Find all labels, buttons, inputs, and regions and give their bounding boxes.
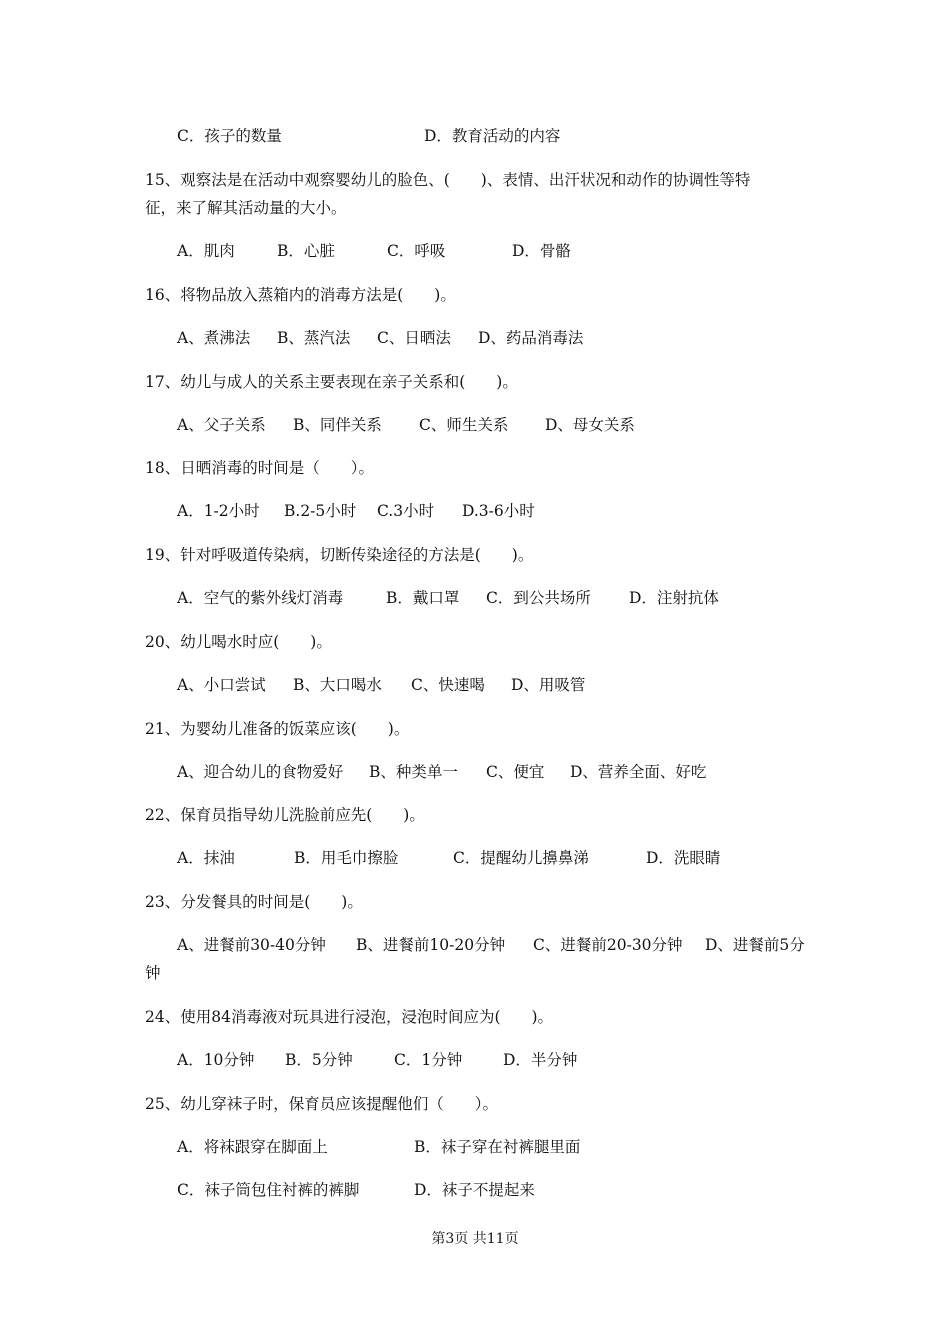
question-19-stem: 19、针对呼吸道传染病，切断传染途径的方法是( )。: [145, 546, 534, 564]
option-b: B、蒸汽法: [277, 329, 351, 347]
option-c: C.3小时: [377, 502, 435, 520]
option-b: B、大口喝水: [293, 676, 382, 694]
option-a: A．10分钟: [177, 1051, 255, 1069]
option-d: D．洗眼睛: [646, 849, 721, 867]
option-a: A．空气的紫外线灯消毒: [177, 589, 344, 607]
question-15-stem-line1: 15、观察法是在活动中观察婴幼儿的脸色、( )、表情、出汗状况和动作的协调性等特: [145, 171, 751, 189]
question-24-stem: 24、使用84消毒液对玩具进行浸泡，浸泡时间应为( )。: [145, 1008, 554, 1026]
option-d: D、进餐前5分: [705, 936, 805, 954]
option-d: D．半分钟: [503, 1051, 578, 1069]
option-a: A、煮沸法: [177, 329, 251, 347]
question-25-stem: 25、幼儿穿袜子时，保育员应该提醒他们（ ）。: [145, 1095, 498, 1113]
option-b: B、种类单一: [369, 763, 458, 781]
question-23-stem: 23、分发餐具的时间是( )。: [145, 893, 363, 911]
option-c: C、便宜: [486, 763, 545, 781]
option-d: D．袜子不提起来: [414, 1181, 535, 1199]
option-d: D．教育活动的内容: [424, 127, 561, 145]
question-23-options: [0, 935, 950, 1055]
option-c: C、进餐前20-30分钟: [533, 936, 683, 954]
option-c: C．到公共场所: [486, 589, 591, 607]
question-15-stem-line2: 征，来了解其活动量的大小。: [145, 199, 347, 217]
option-d: D．骨骼: [512, 242, 571, 260]
option-d: D、母女关系: [545, 416, 635, 434]
option-b: B、进餐前10-20分钟: [356, 936, 506, 954]
option-c: C、快速喝: [411, 676, 485, 694]
option-c: C、师生关系: [419, 416, 509, 434]
option-a: A．肌肉: [177, 242, 235, 260]
option-a: A、小口尝试: [177, 676, 266, 694]
option-d: D.3-6小时: [462, 502, 535, 520]
option-b: B．戴口罩: [386, 589, 460, 607]
question-20-stem: 20、幼儿喝水时应( )。: [145, 633, 332, 651]
option-b: B．5分钟: [285, 1051, 353, 1069]
option-d: D、营养全面、好吃: [570, 763, 707, 781]
option-c: C．提醒幼儿擤鼻涕: [453, 849, 589, 867]
option-c: C．1分钟: [394, 1051, 463, 1069]
option-b: B．袜子穿在衬裤腿里面: [414, 1138, 581, 1156]
page-footer: 第3页 共11页: [431, 1231, 519, 1247]
option-a: A、进餐前30-40分钟: [177, 936, 326, 954]
option-a: A、迎合幼儿的食物爱好: [177, 763, 344, 781]
question-16-stem: 16、将物品放入蒸箱内的消毒方法是( )。: [145, 286, 456, 304]
option-d: D．注射抗体: [629, 589, 719, 607]
option-b: B．心脏: [277, 242, 335, 260]
option-b: B.2-5小时: [284, 502, 357, 520]
option-c: C．呼吸: [387, 242, 446, 260]
question-25-options-row2: [0, 1180, 950, 1260]
question-23-options-continued: 钟: [145, 964, 161, 982]
option-a: A．将袜跟穿在脚面上: [177, 1138, 328, 1156]
option-d: D、药品消毒法: [478, 329, 584, 347]
option-a: A．抹油: [177, 849, 235, 867]
option-c: C．孩子的数量: [177, 127, 282, 145]
option-d: D、用吸管: [511, 676, 586, 694]
question-21-stem: 21、为婴幼儿准备的饭菜应该( )。: [145, 720, 410, 738]
option-row: [0, 126, 950, 206]
question-22-stem: 22、保育员指导幼儿洗脸前应先( )。: [145, 806, 425, 824]
option-c: C、日晒法: [377, 329, 451, 347]
question-18-stem: 18、日晒消毒的时间是（ ）。: [145, 459, 374, 477]
option-b: B．用毛巾擦脸: [294, 849, 399, 867]
option-b: B、同伴关系: [293, 416, 382, 434]
option-c: C．袜子筒包住衬裤的裤脚: [177, 1181, 360, 1199]
option-a: A．1-2小时: [177, 502, 260, 520]
question-17-stem: 17、幼儿与成人的关系主要表现在亲子关系和( )。: [145, 373, 518, 391]
option-a: A、父子关系: [177, 416, 266, 434]
